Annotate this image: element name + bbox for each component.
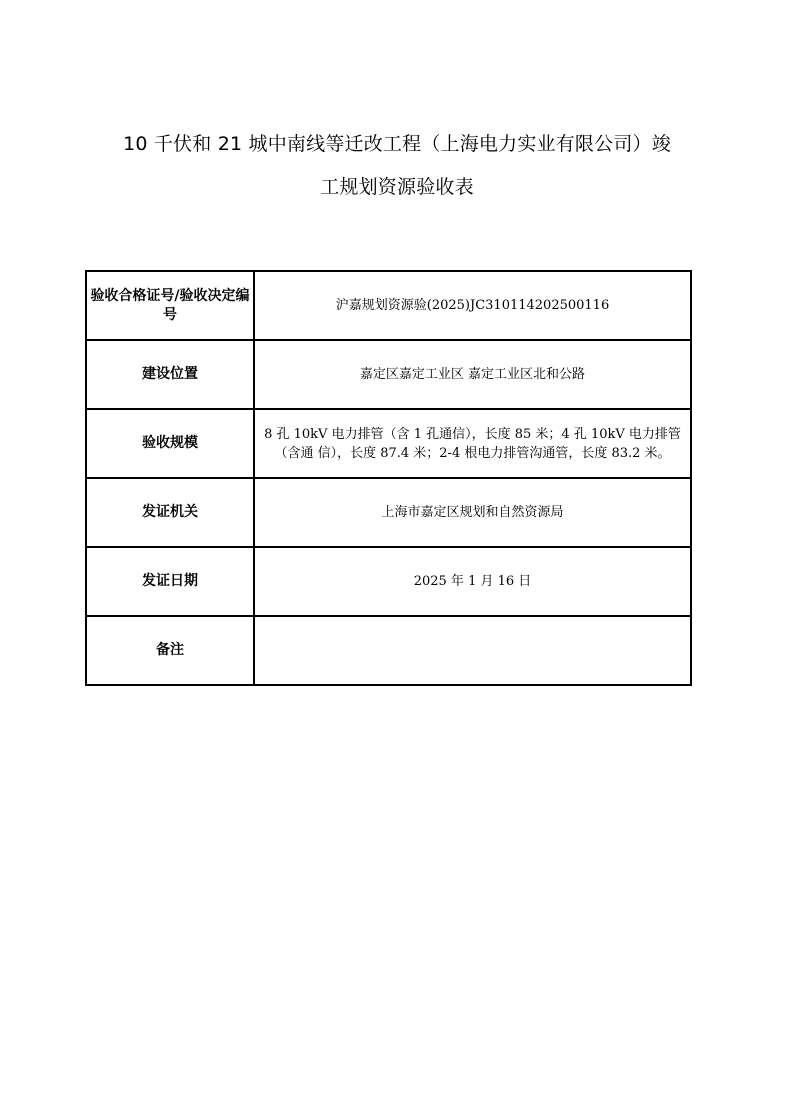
row-label-construction-location: 建设位置 [86,340,254,409]
table-row-issuing-authority [86,478,691,547]
table-row-certificate-number [86,271,691,340]
row-value-issue-date: 2025 年 1 月 16 日 [254,547,691,616]
table-row-acceptance-scale [86,409,691,478]
table-row-construction-location [86,340,691,409]
row-label-remarks: 备注 [86,616,254,685]
row-value-remarks [254,616,691,685]
document-title-line-2: 工规划资源验收表 [320,176,474,198]
document-title-line-1: 10 千伏和 21 城中南线等迁改工程（上海电力实业有限公司）竣 [123,133,671,155]
table-row-remarks [86,616,691,685]
row-value-construction-location: 嘉定区嘉定工业区 嘉定工业区北和公路 [254,340,691,409]
row-value-acceptance-scale: 8 孔 10kV 电力排管（含 1 孔通信），长度 85 米；4 孔 10kV 电力排管（含通 信），长度 87.4 米；2-4 根电力排管沟通管，长度 83.2 米。 [254,409,691,478]
acceptance-info-table [85,270,692,686]
row-label-issuing-authority: 发证机关 [86,478,254,547]
row-label-acceptance-scale: 验收规模 [86,409,254,478]
row-value-issuing-authority: 上海市嘉定区规划和自然资源局 [254,478,691,547]
table-row-issue-date [86,547,691,616]
row-value-certificate-number: 沪嘉规划资源验(2025)JC310114202500116 [254,271,691,340]
row-label-certificate-number: 验收合格证号/验收决定编号 [86,271,254,340]
row-label-issue-date: 发证日期 [86,547,254,616]
